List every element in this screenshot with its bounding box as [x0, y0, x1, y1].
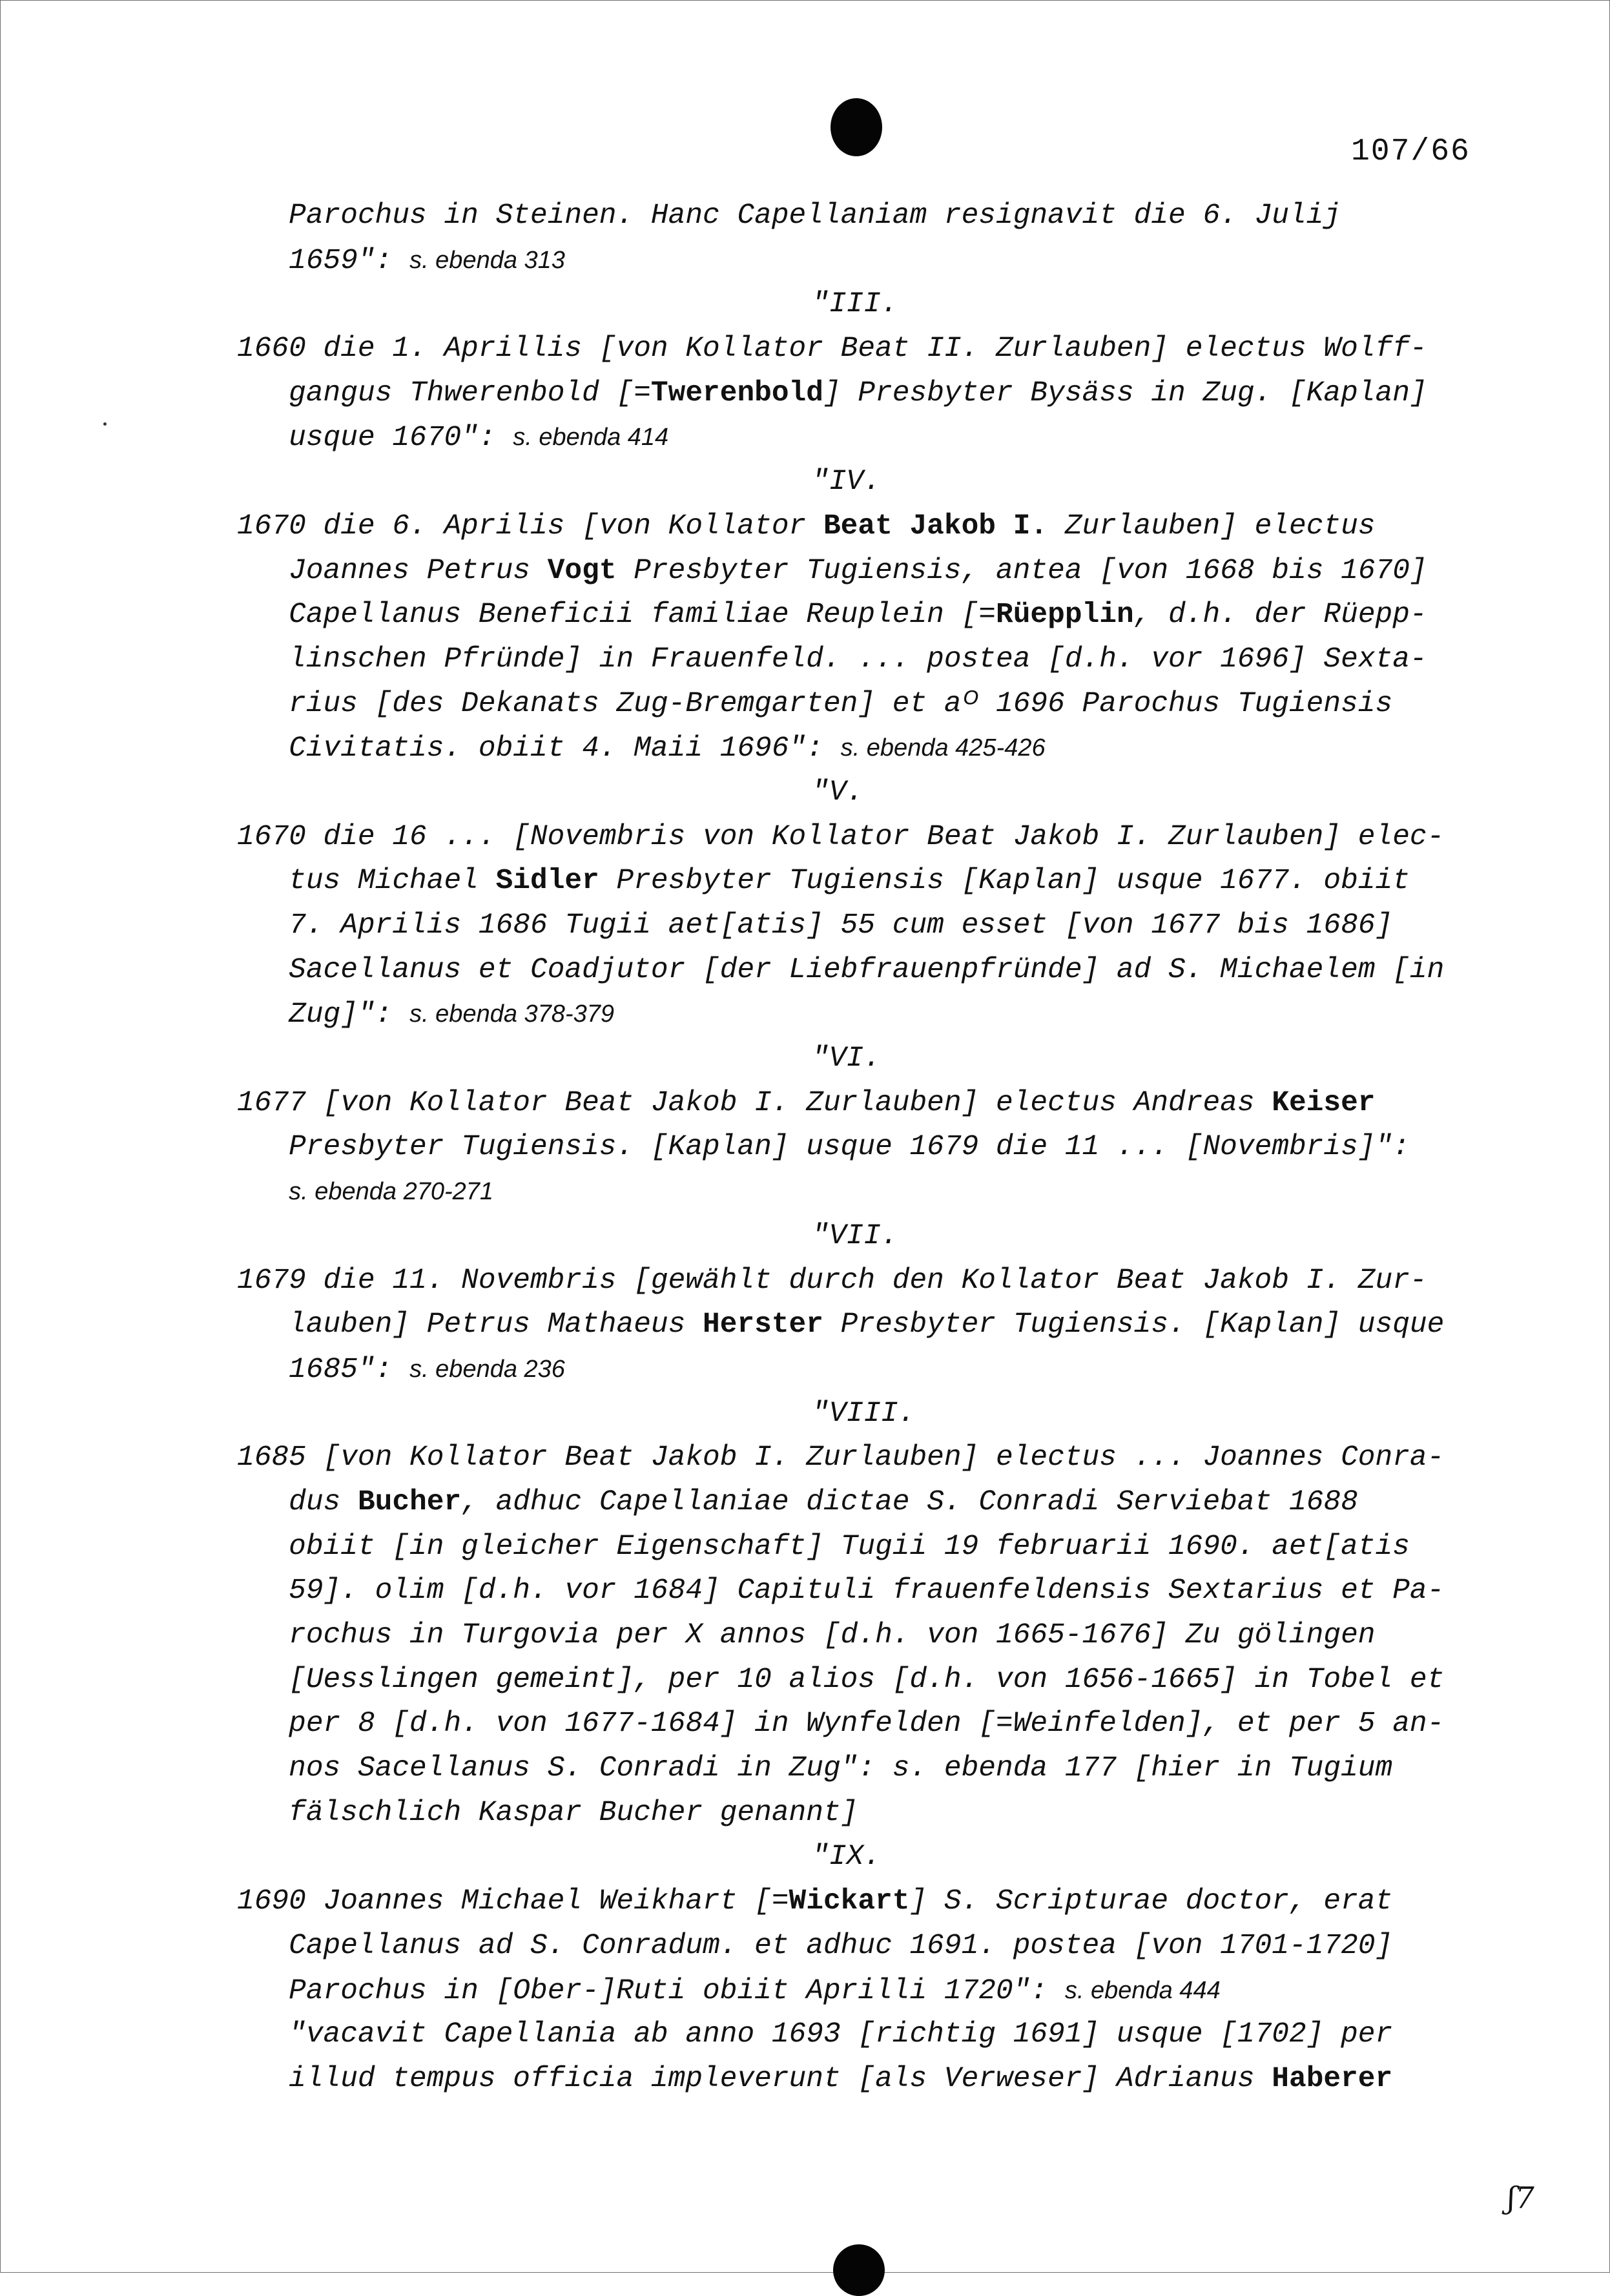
bold-surname: Bucher — [357, 1485, 462, 1518]
text-run: 1659": — [289, 244, 410, 277]
bold-surname: Sidler — [495, 865, 599, 898]
section-heading — [237, 771, 1477, 815]
line-indent — [237, 1486, 289, 1518]
text-run: 1660 die 1. Aprillis [von Kollator Beat II. Zurlauben] electus Wolff- — [237, 333, 1427, 366]
text-run: "VII. — [812, 1219, 898, 1252]
source-citation: s. ebenda 313 — [409, 246, 565, 274]
text-run: 1670 die 16 ... [Novembris von Kollator Beat Jakob I. Zurlauben] elec- — [237, 820, 1445, 853]
line-indent — [237, 1131, 289, 1163]
source-citation: s. ebenda 236 — [409, 1355, 565, 1383]
text-line — [237, 504, 1477, 549]
line-indent — [237, 1354, 289, 1386]
line-indent — [237, 1752, 289, 1784]
text-line — [237, 1569, 1477, 1613]
bold-surname: Twerenbold — [650, 377, 823, 409]
line-indent — [237, 1797, 289, 1829]
text-line — [237, 1525, 1477, 1569]
text-run: , d.h. der Rüepp- — [1133, 599, 1427, 632]
text-line — [237, 1791, 1477, 1836]
text-run: Capellanus ad S. Conradum. et adhuc 1691. postea [von 1701-1720] — [289, 1929, 1393, 1962]
text-run: "VIII. — [812, 1397, 916, 1430]
text-run: Presbyter Tugiensis, antea [von 1668 bis 1670] — [616, 554, 1427, 587]
bold-surname: Keiser — [1272, 1086, 1376, 1119]
text-run: 7. Aprilis 1686 Tugii aet[atis] 55 cum esset [von 1677 bis 1686] — [289, 909, 1393, 942]
bold-surname: Haberer — [1272, 2062, 1393, 2095]
text-run: 59]. olim [d.h. vor 1684] Capituli frauenfeldensis Sextarius et Pa- — [289, 1575, 1445, 1608]
text-line — [237, 1879, 1477, 1924]
text-run: gangus Thwerenbold [= — [289, 377, 651, 409]
text-line — [237, 1259, 1477, 1303]
text-line — [237, 1125, 1477, 1170]
section-heading — [237, 1835, 1477, 1879]
bold-surname: Beat Jakob I. — [823, 510, 1048, 543]
line-indent — [237, 732, 289, 765]
line-indent — [237, 2063, 289, 2095]
text-run: Presbyter Tugiensis. [Kaplan] usque 1679 die 11 ... [Novembris]": — [289, 1131, 1410, 1164]
source-citation: s. ebenda 414 — [513, 424, 669, 451]
text-line — [237, 1081, 1477, 1126]
text-run: Zurlauben] electus — [1048, 510, 1376, 543]
text-run: illud tempus officia impleverunt [als Verweser] Adrianus — [289, 2062, 1272, 2095]
text-line — [237, 415, 1477, 460]
bold-surname: Vogt — [547, 554, 617, 587]
line-indent — [237, 1575, 289, 1607]
text-line — [237, 327, 1477, 371]
text-run: "vacavit Capellania ab anno 1693 [richtig 1691] usque [1702] per — [289, 2018, 1393, 2051]
text-line — [237, 1436, 1477, 1480]
text-run: [Uesslingen gemeint], per 10 alios [d.h. von 1656-1665] in Tobel et — [289, 1663, 1445, 1696]
line-indent — [237, 909, 289, 942]
line-indent — [237, 865, 289, 897]
line-indent — [237, 998, 289, 1031]
line-indent — [237, 377, 289, 409]
source-citation: s. ebenda 378-379 — [409, 1000, 614, 1028]
text-run: obiit [in gleicher Eigenschaft] Tugii 19 februarii 1690. aet[atis — [289, 1530, 1410, 1563]
line-indent — [237, 599, 289, 631]
text-run: "IV. — [812, 466, 881, 499]
text-line — [237, 1924, 1477, 1969]
text-run: Zug]": — [289, 998, 410, 1031]
text-run: Presbyter Tugiensis. [Kaplan] usque — [823, 1308, 1445, 1341]
line-indent — [237, 688, 289, 720]
line-indent — [237, 1930, 289, 1962]
text-run: 1679 die 11. Novembris [gewählt durch den Kollator Beat Jakob I. Zur- — [237, 1264, 1427, 1297]
text-run: rius [des Dekanats Zug-Bremgarten] et aᴼ 1696 Parochus Tugiensis — [289, 687, 1393, 720]
text-line — [237, 371, 1477, 416]
text-run: 1670 die 6. Aprilis [von Kollator — [237, 510, 823, 543]
text-run: nos Sacellanus S. Conradi in Zug": s. ebenda 177 [hier in Tugium — [289, 1752, 1393, 1785]
text-run: 1685 [von Kollator Beat Jakob I. Zurlauben] electus ... Joannes Conra- — [237, 1442, 1445, 1474]
text-line — [237, 1969, 1477, 2013]
source-citation: s. ebenda 425-426 — [840, 734, 1046, 762]
text-run: "IX. — [812, 1841, 881, 1874]
section-heading — [237, 1392, 1477, 1436]
bold-surname: Rüepplin — [996, 599, 1134, 632]
text-line — [237, 1613, 1477, 1658]
text-line — [237, 859, 1477, 904]
text-line — [237, 1702, 1477, 1746]
line-indent — [237, 245, 289, 277]
punch-hole-bottom — [833, 2244, 885, 2296]
text-run: Capellanus Beneficii familiae Reuplein [= — [289, 599, 996, 632]
text-line — [237, 726, 1477, 771]
text-line — [237, 1746, 1477, 1791]
line-indent — [237, 200, 289, 232]
text-line — [237, 1480, 1477, 1525]
text-line — [237, 1658, 1477, 1702]
line-indent — [237, 1176, 289, 1208]
text-line — [237, 904, 1477, 948]
line-indent — [237, 643, 289, 676]
line-indent — [237, 1664, 289, 1696]
text-run: , adhuc Capellaniae dictae S. Conradi Serviebat 1688 — [461, 1485, 1358, 1518]
text-line — [237, 637, 1477, 682]
source-citation: s. ebenda 444 — [1064, 1976, 1221, 2004]
line-indent — [237, 2018, 289, 2051]
line-indent — [237, 1531, 289, 1563]
text-line — [237, 2057, 1477, 2102]
line-indent — [237, 1708, 289, 1740]
text-run: linschen Pfründe] in Frauenfeld. ... postea [d.h. vor 1696] Sexta- — [289, 643, 1427, 676]
text-run: "III. — [812, 288, 898, 321]
handwritten-corner-mark: ʃ7 — [1507, 2180, 1534, 2215]
text-run: 1685": — [289, 1353, 410, 1386]
text-line — [237, 2012, 1477, 2057]
text-run: 1677 [von Kollator Beat Jakob I. Zurlauben] electus Andreas — [237, 1086, 1272, 1119]
text-run: Parochus in Steinen. Hanc Capellaniam resignavit die 6. Julij — [289, 200, 1341, 232]
text-run: lauben] Petrus Mathaeus — [289, 1308, 703, 1341]
bold-surname: Wickart — [789, 1885, 910, 1918]
section-heading — [237, 460, 1477, 504]
text-line — [237, 992, 1477, 1037]
text-line — [237, 238, 1477, 283]
text-run: Parochus in [Ober-]Ruti obiit Aprilli 1720": — [289, 1974, 1065, 2007]
text-run: Civitatis. obiit 4. Maii 1696": — [289, 732, 841, 765]
text-run: 1690 Joannes Michael Weikhart [= — [237, 1885, 789, 1918]
bold-surname: Herster — [703, 1308, 823, 1341]
line-indent — [237, 1975, 289, 2007]
text-run: Sacellanus et Coadjutor [der Liebfrauenpfründe] ad S. Michaelem [in — [289, 953, 1445, 986]
line-indent — [237, 1308, 289, 1341]
text-run: usque 1670": — [289, 422, 513, 455]
line-indent — [237, 954, 289, 986]
line-indent — [237, 555, 289, 587]
text-line — [237, 815, 1477, 860]
text-run: fälschlich Kaspar Bucher genannt] — [289, 1796, 858, 1829]
text-run: "VI. — [812, 1042, 881, 1075]
text-run: rochus in Turgovia per X annos [d.h. von 1665-1676] Zu gölingen — [289, 1619, 1376, 1651]
section-heading — [237, 282, 1477, 327]
section-heading — [237, 1037, 1477, 1081]
line-indent — [237, 1619, 289, 1651]
line-indent — [237, 422, 289, 454]
section-heading — [237, 1214, 1477, 1259]
text-line — [237, 1303, 1477, 1347]
scan-speck — [103, 422, 107, 426]
text-run: tus Michael — [289, 865, 496, 898]
text-run: per 8 [d.h. von 1677-1684] in Wynfelden [=Weinfelden], et per 5 an- — [289, 1708, 1445, 1741]
text-run: dus — [289, 1485, 358, 1518]
document-body — [237, 194, 1477, 2102]
text-run: Joannes Petrus — [289, 554, 548, 587]
text-run: "V. — [812, 776, 864, 809]
text-line — [237, 1170, 1477, 1214]
text-line — [237, 593, 1477, 637]
text-run: ] S. Scripturae doctor, erat — [909, 1885, 1393, 1918]
text-line — [237, 948, 1477, 993]
text-line — [237, 682, 1477, 727]
source-citation: s. ebenda 270-271 — [289, 1178, 494, 1206]
page-number: 107/66 — [1351, 134, 1471, 169]
text-line — [237, 549, 1477, 594]
text-line — [237, 194, 1477, 238]
text-line — [237, 1347, 1477, 1392]
text-run: ] Presbyter Bysäss in Zug. [Kaplan] — [823, 377, 1427, 409]
punch-hole-top — [831, 98, 882, 156]
text-run: Presbyter Tugiensis [Kaplan] usque 1677. obiit — [599, 865, 1410, 898]
